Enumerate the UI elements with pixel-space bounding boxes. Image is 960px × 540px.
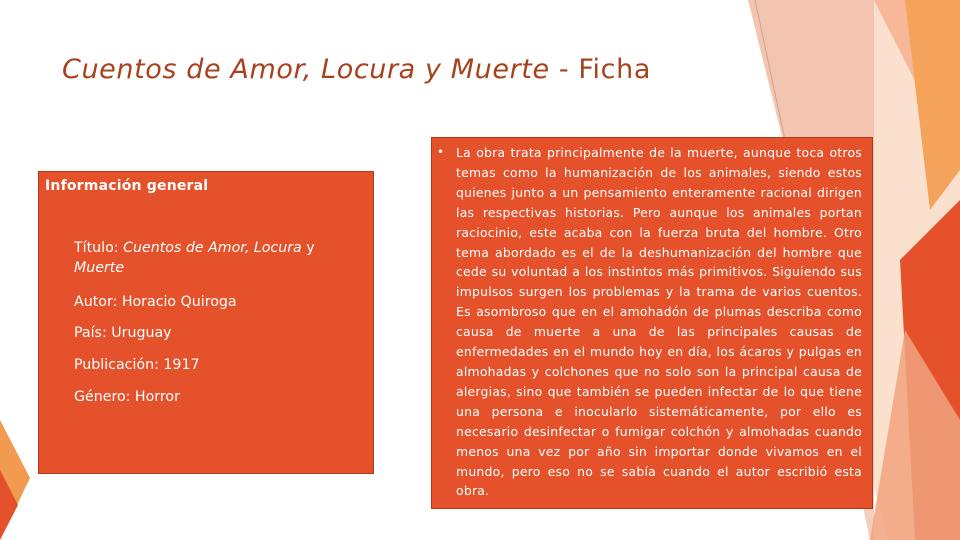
info-pais: País: Uruguay [74,325,172,341]
summary-text: La obra trata principalmente de la muerte, aunque toca otros temas como la humanización de los animales, siendo estos quienes junto a un pensamiento enteramente racional dirigen las respectivas historias. Pero aunque los animales portan raciocinio, este acaba con la fuerza bruta del hombre. Otro tema abordado es el de la deshumanización del hombre que cede su voluntad a los instintos más primitivos. Siguiendo sus impulsos surgen los problemas y la trama de varios cuentos. Es asombroso que en el amohadón de plumas describa como causa de muerte a una de las principales causas de enfermedades en el mundo hoy en día, los ácaros y pulgas en almohadas y colchones que no solo son la principal causa de alergias, sino que también se pueden infectar de lo que tiene una persona e inocularlo sistemáticamente, por ello es necesario desinfectar o fumigar colchón y almohadas cuando menos una vez por año sin importar donde vivamos en el mundo, pero eso no se sabía cuando el autor escribió esta obra. [456,145,862,499]
titulo-label: Título: [74,240,124,256]
slide-title [62,54,651,85]
titulo-y: y [301,240,315,256]
titulo-value-2: Muerte [74,260,125,276]
summary-box [431,137,873,509]
info-publicacion: Publicación: 1917 [74,357,200,373]
titulo-value: Cuentos de Amor, Locura [123,240,302,256]
info-autor: Autor: Horacio Quiroga [74,294,237,310]
info-heading: Información general [45,178,209,194]
slide-title-italic: Cuentos de Amor, Locura y Muerte [62,54,550,85]
info-genero: Género: Horror [74,389,180,405]
info-titulo [74,238,369,278]
slide-title-rest: - Ficha [549,54,651,85]
info-box [38,171,374,474]
summary-bullet: • [437,145,445,159]
